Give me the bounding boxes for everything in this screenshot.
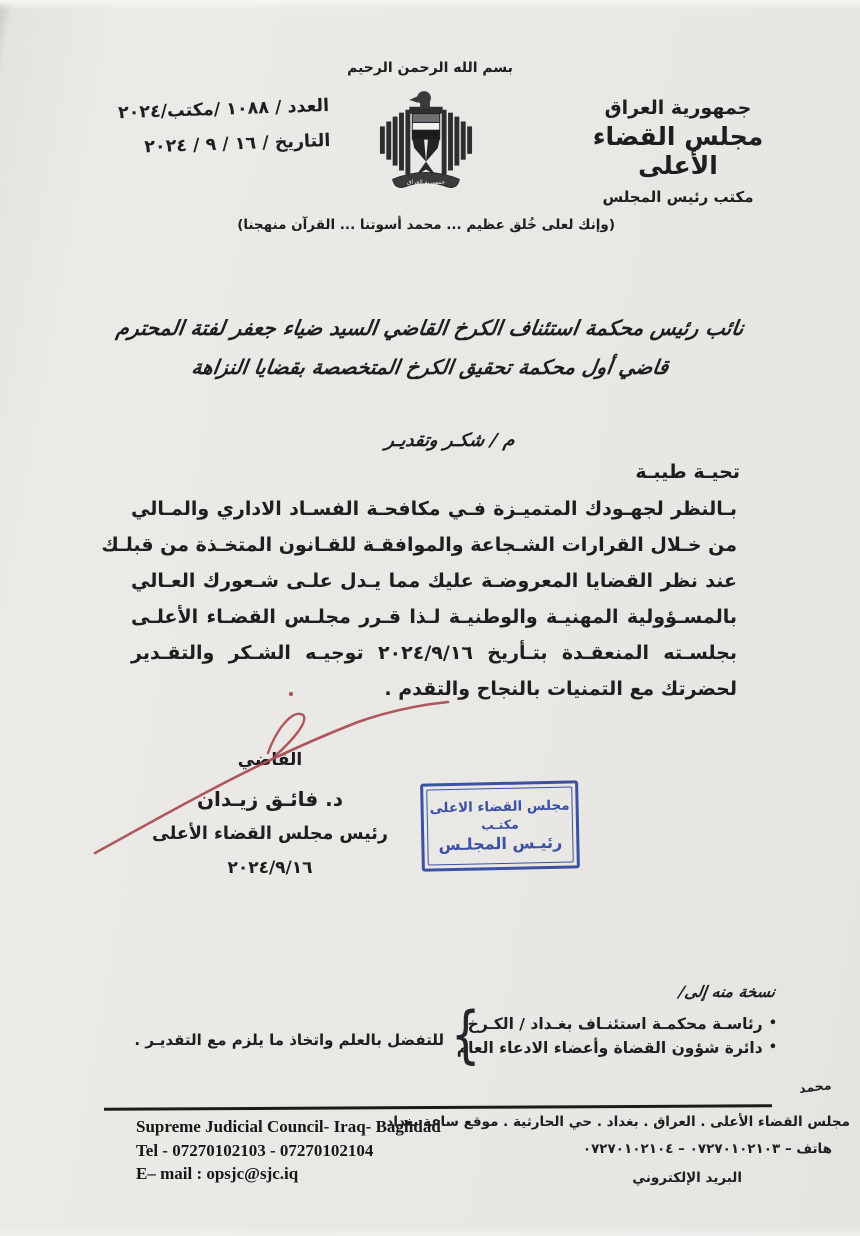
org-header-block [556,97,800,206]
footer-address-arabic: مجلس القضاء الأعلى . العراق . بغداد . حي الحارثية . موقع ساعة بغداد [386,1114,850,1130]
basmala-text: بسم الله الرحمن الرحيم [347,60,513,76]
footer-phone-arabic: هاتف – ٠٧٢٧٠١٠٢١٠٣ – ٠٧٢٧٠١٠٢١٠٤ [582,1141,832,1157]
motto-line: (وإنك لعلى خُلق عظيم ... محمد أسوتنا ... القرآن منهجنا) [237,217,615,233]
cc-note: للتفضل بالعلم واتخاذ ما يلزم مع التقديـر . [134,1031,444,1049]
body-line: بجلسـته المنعقـدة بتـأريخ ٢٠٢٤/٩/١٦ توجيـه الشـكر والتقـدير [131,642,737,664]
body-line: عند نظر القضايا المعروضـة عليك مما يـدل علـى شـعورك العـالي [131,570,737,592]
subject-line: م / شكـر وتقديـر [383,430,517,451]
org-country: جمهورية العراق [604,97,752,119]
cc-item [457,1013,777,1037]
recipient-block [110,316,750,379]
letter-body [101,492,737,708]
stamp-line-3: رئيـس المجلـس [438,832,563,855]
org-office: مكتب رئيس المجلس [602,188,754,206]
signature-block [148,750,392,878]
recipient-line-1: نائب رئيس محكمة استئناف الكرخ القاضي السيد ضياء جعفر لفتة المحترم [114,316,746,340]
footer-email-arabic: البريد الإلكتروني [632,1170,742,1186]
signatory-name: د. فائـق زيـدان [196,787,344,811]
stamp-line-2: مكتـب [481,816,519,833]
bullet-icon: • [768,1016,777,1031]
org-name: مجلس القضاء الأعلى [592,122,764,180]
office-stamp [420,780,580,871]
document-reference-block [95,96,331,174]
footer-divider [104,1104,772,1110]
document-date: التاريخ / ١٦ / ٩ / ٢٠٢٤ [143,130,331,158]
signatory-title: القاضي [237,750,303,770]
cc-item [457,1037,777,1061]
greeting-line: تحيـة طيبـة [635,461,740,483]
document-number: العدد / ١٠٨٨ /مكتب/٢٠٢٤ [117,95,330,124]
margin-annotation: محمد [798,1077,833,1096]
recipient-line-2: قاضي أول محكمة تحقيق الكرخ المتخصصة بقضايا النزاهة [190,355,670,379]
bullet-icon: • [768,1040,777,1055]
stamp-line-1: مجلس القضاء الاعلى [429,797,570,817]
footer-org-english: Supreme Judicial Council- Iraq- Baghdad [136,1117,441,1136]
body-line: بالمسـؤولية المهنيـة والوطنيـة لـذا قـرر مجلـس القضـاء الأعلـى [131,606,737,628]
iraq-coat-of-arms-icon [377,86,475,204]
body-line: من خـلال القرارات الشـجاعة والموافقـة للقـانون المتخـذة من قبلـك [101,534,737,556]
footer-phone-english: Tel - 07270102103 - 07270102104 [136,1140,374,1160]
signatory-position: رئيس مجلس القضاء الأعلى [152,824,388,844]
cc-item-text: رئاسـة محكمـة استئنـاف بغـداد / الكـرخ [467,1015,763,1033]
cc-item-text: دائرة شؤون القضاة وأعضاء الادعاء العام [456,1039,763,1057]
body-line: بـالنظر لجهـودك المتميـزة فـي مكافحـة الفسـاد الاداري والمـالي [131,498,737,520]
signature-date: ٢٠٢٤/٩/١٦ [227,858,313,878]
footer-email-english: E– mail : opsjc@sjc.iq [136,1164,299,1183]
cc-list [457,1013,777,1061]
office-stamp-frame [426,786,574,865]
cc-heading: نسخة منه إلى/ [677,983,777,1001]
brace-icon: { [450,998,481,1071]
body-line: لحضرتك مع التمنيات بالنجاح والتقدم . [384,678,737,700]
emblem-scroll-text: جمهورية العراق [407,180,445,187]
